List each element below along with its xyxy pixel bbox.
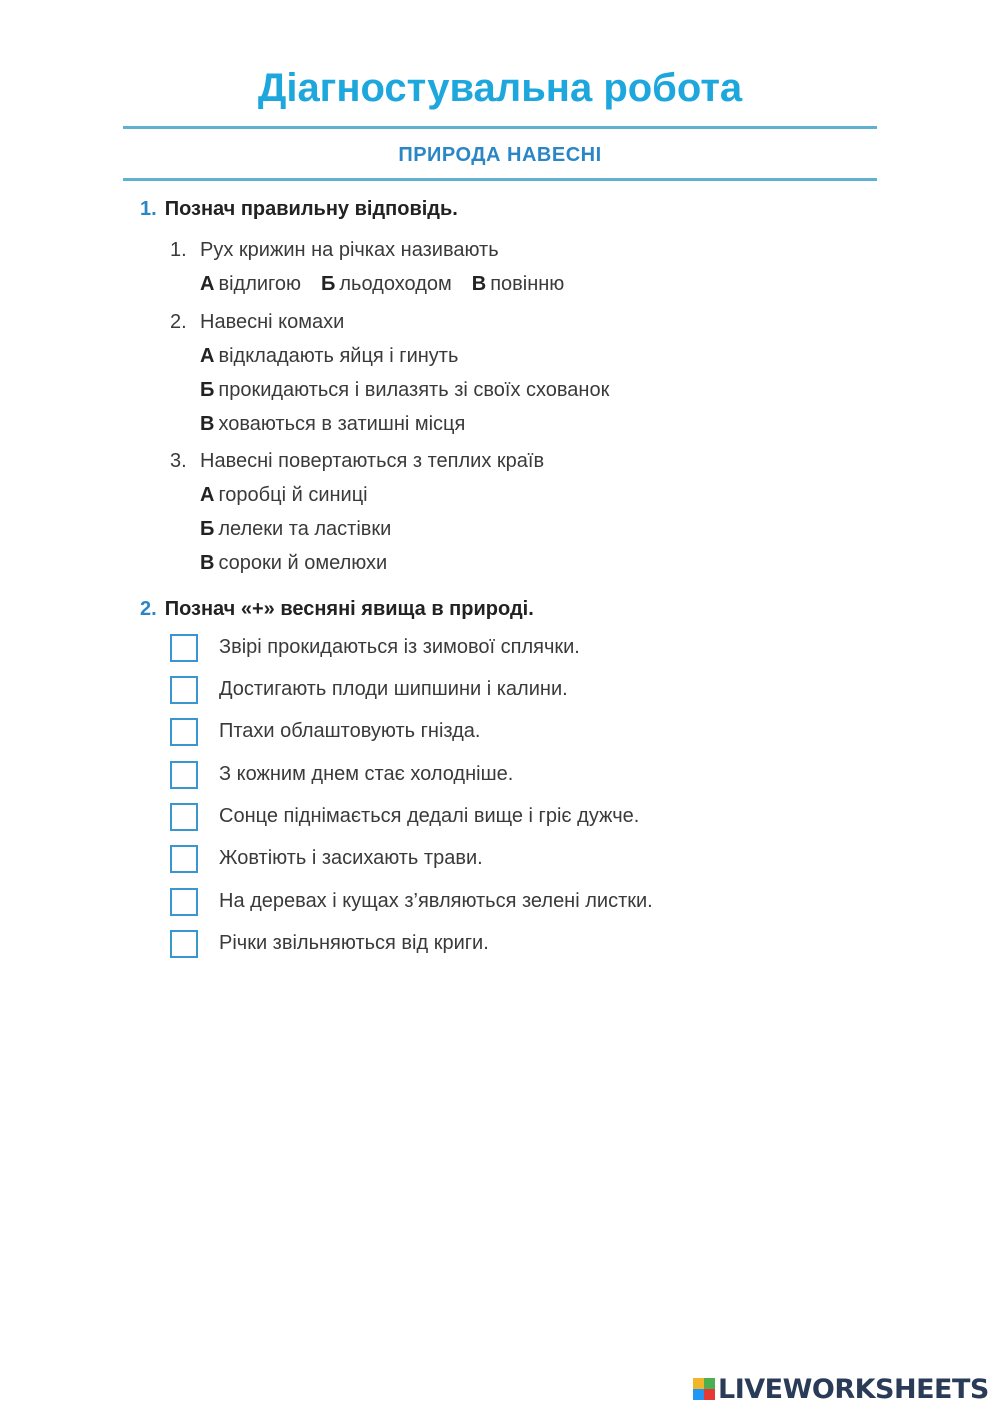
answer-checkbox[interactable] [170, 634, 198, 662]
question-text: Навесні повертаються з теплих країв [200, 450, 545, 472]
task-1-number: 1. [140, 198, 157, 220]
section-bottom-rule [123, 178, 877, 181]
answer-checkbox[interactable] [170, 676, 198, 704]
question-1: 1. Рух крижин на річках називають [170, 239, 499, 261]
checklist-item-label: Річки звільняються від криги. [219, 932, 489, 954]
section-top-rule [123, 126, 877, 129]
brand-watermark[interactable] [693, 1375, 989, 1403]
checklist-item-label: Сонце піднімається дедалі вище і гріє дужче. [219, 805, 640, 827]
question-3: 3. Навесні повертаються з теплих країв [170, 450, 545, 472]
checklist-item-label: З кожним днем стає холодніше. [219, 763, 514, 785]
task-2-number: 2. [140, 598, 157, 620]
brand-name: LIVEWORKSHEETS [718, 1373, 989, 1405]
option-a[interactable]: А відкладають яйця і гинуть [200, 345, 459, 367]
task-2-heading [140, 598, 534, 621]
option-b[interactable]: Б прокидаються і вилазять зі своїх схованок [200, 379, 610, 401]
task-2-title: Познач «+» весняні явища в природі. [164, 598, 534, 620]
option-c[interactable]: В ховаються в затишні місця [200, 413, 466, 435]
question-2: 2. Навесні комахи [170, 311, 345, 333]
checklist-item-label: На деревах і кущах з’являються зелені листки. [219, 890, 653, 912]
checklist-item-label: Звірі прокидаються із зимової сплячки. [219, 636, 580, 658]
question-text: Навесні комахи [200, 311, 345, 333]
checklist-item-label: Жовтіють і засихають трави. [219, 847, 483, 869]
answer-checkbox[interactable] [170, 888, 198, 916]
option-b[interactable]: Б лелеки та ластівки [200, 518, 392, 540]
liveworksheets-logo-icon [693, 1378, 715, 1400]
answer-checkbox[interactable] [170, 803, 198, 831]
answer-checkbox[interactable] [170, 930, 198, 958]
section-title: ПРИРОДА НАВЕСНІ [398, 144, 602, 166]
task-1-title: Познач правильну відповідь. [164, 198, 458, 220]
question-1-options [200, 273, 564, 296]
question-text: Рух крижин на річках називають [200, 239, 499, 261]
option-c[interactable]: В повінню [471, 273, 565, 295]
answer-checkbox[interactable] [170, 761, 198, 789]
task-1-heading [140, 198, 458, 221]
answer-checkbox[interactable] [170, 845, 198, 873]
option-a[interactable]: А горобці й синиці [200, 484, 368, 506]
page-title: Діагностувальна робота [257, 66, 743, 110]
checklist-item-label: Достигають плоди шипшини і калини. [219, 678, 568, 700]
checklist-item-label: Птахи облаштовують гнізда. [219, 720, 481, 742]
option-a[interactable]: А відлигою [200, 273, 302, 295]
option-b[interactable]: Б льодоходом [321, 273, 452, 295]
answer-checkbox[interactable] [170, 718, 198, 746]
option-c[interactable]: В сороки й омелюхи [200, 552, 388, 574]
